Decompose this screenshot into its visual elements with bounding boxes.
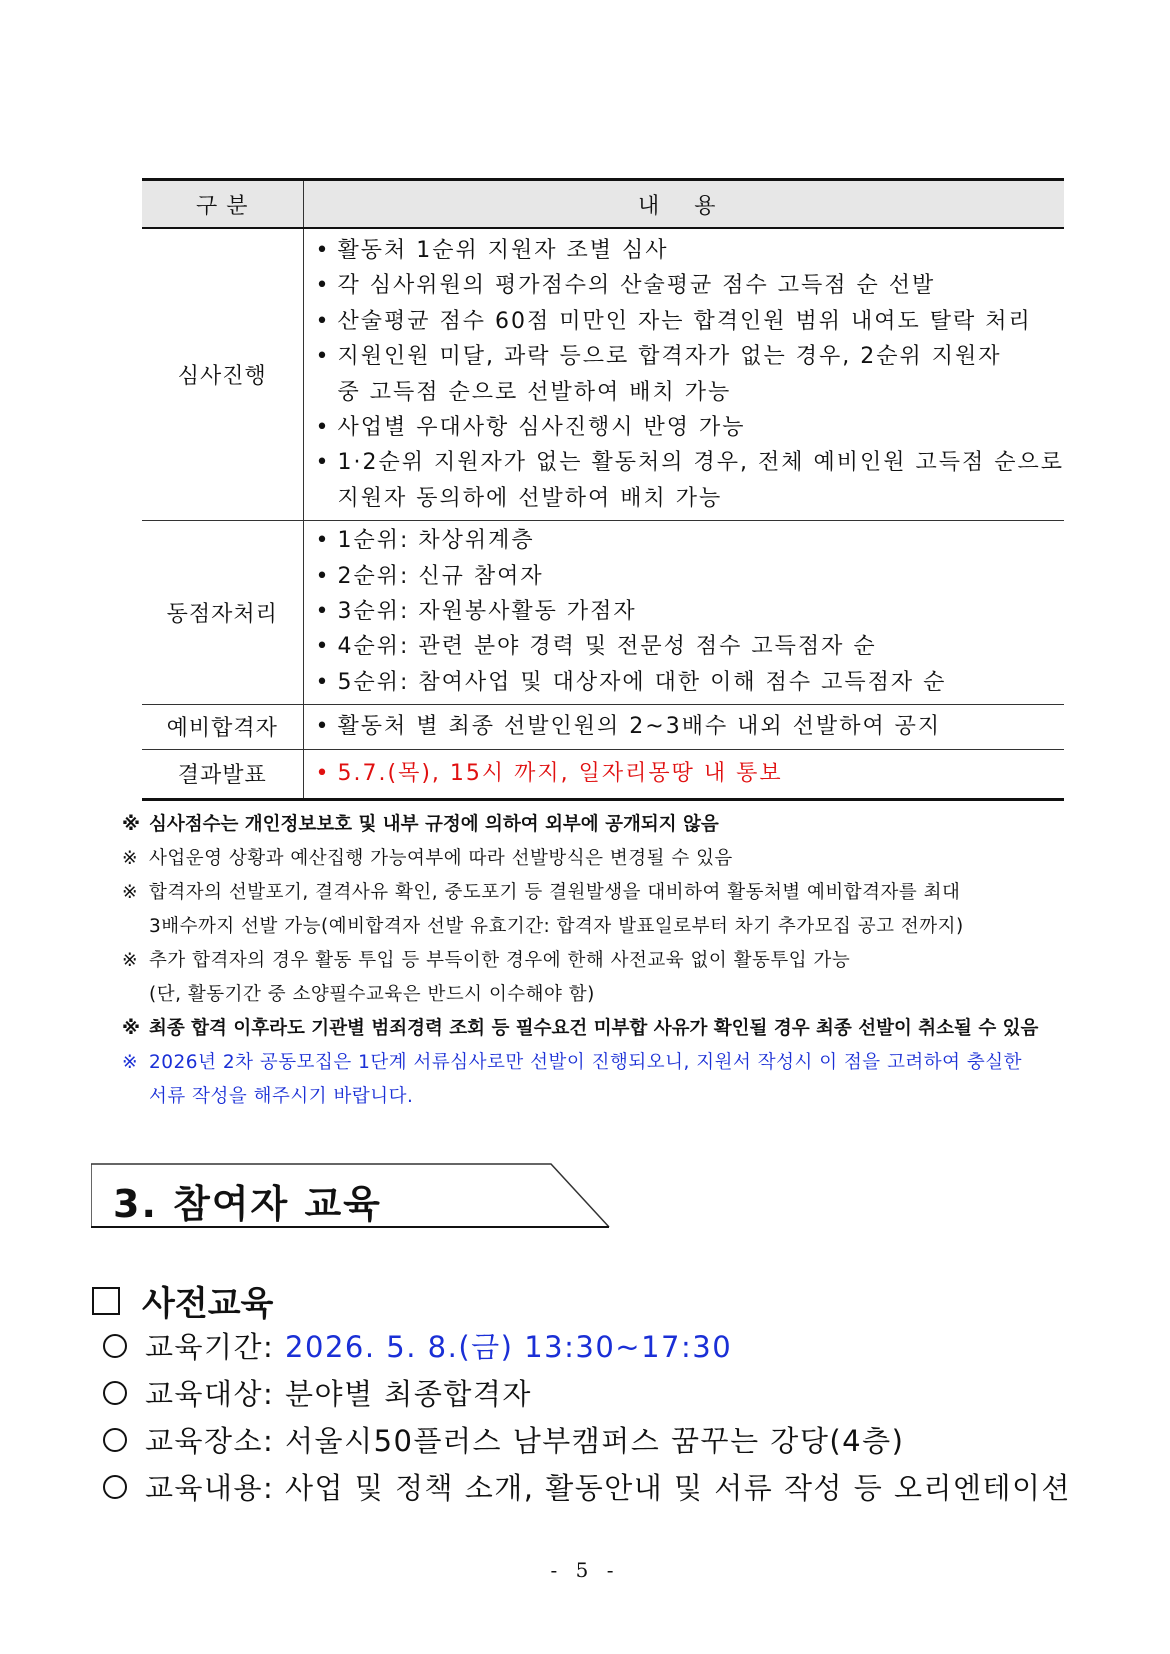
note-text: 사업운영 상황과 예산집행 가능여부에 따라 선발방식은 변경될 수 있음 <box>149 848 733 869</box>
bullet-icon: • <box>315 714 331 740</box>
row-category: 심사진행 <box>142 228 303 521</box>
content-line <box>314 559 1064 594</box>
item-label: 교육기간: <box>145 1330 286 1364</box>
item-value: 2026. 5. 8.(금) 13:30~17:30 <box>285 1330 733 1364</box>
note-line <box>122 808 1082 842</box>
bullet-icon: • <box>315 450 331 476</box>
item-value: 분야별 최종합격자 <box>285 1377 532 1411</box>
content-text: 3순위: 자원봉사활동 가점자 <box>337 599 637 625</box>
education-item <box>103 1416 1071 1463</box>
content-line <box>314 268 1064 303</box>
note-line <box>122 876 1082 910</box>
note-text: 추가 합격자의 경우 활동 투입 등 부득이한 경우에 한해 사전교육 없이 활동투입 가능 <box>149 950 851 971</box>
table-header-row <box>142 180 1064 229</box>
table-body <box>142 228 1064 799</box>
education-item <box>103 1322 1071 1369</box>
content-text: 1순위: 차상위계층 <box>337 528 535 554</box>
education-item <box>103 1463 1071 1510</box>
content-text: 산술평균 점수 60점 미만인 자는 합격인원 범위 내여도 탈락 처리 <box>337 308 1032 334</box>
content-line <box>314 594 1064 629</box>
bullet-icon: • <box>315 273 331 299</box>
note-line <box>122 842 1082 876</box>
bullet-icon: • <box>315 308 331 334</box>
content-line <box>314 665 1064 700</box>
notes-list <box>122 808 1082 1114</box>
subsection-header <box>92 1276 273 1325</box>
content-text: 2순위: 신규 참여자 <box>337 563 544 589</box>
header-content: 내 용 <box>303 180 1064 229</box>
content-line <box>314 523 1064 558</box>
item-label: 교육장소: <box>145 1424 286 1458</box>
education-items <box>103 1322 1071 1510</box>
table-row <box>142 705 1064 749</box>
bullet-icon: • <box>315 238 331 263</box>
content-text: 4순위: 관련 분야 경력 및 전문성 점수 고득점자 순 <box>337 634 877 660</box>
table-row <box>142 228 1064 521</box>
content-text: 5.7.(목), 15시 까지, 일자리몽땅 내 통보 <box>337 760 783 786</box>
reference-mark-icon: ※ <box>122 814 140 835</box>
content-line <box>314 709 1064 744</box>
note-text: 합격자의 선발포기, 결격사유 확인, 중도포기 등 결원발생을 대비하여 활동처별 예비합격자를 최대 <box>149 882 961 903</box>
selection-process-table <box>142 178 1064 801</box>
reference-mark-icon: ※ <box>122 1018 140 1039</box>
bullet-icon: • <box>315 415 331 441</box>
note-line <box>122 1080 1082 1114</box>
bullet-icon: • <box>315 634 331 660</box>
content-text: 5순위: 참여사업 및 대상자에 대한 이해 점수 고득점자 순 <box>337 669 947 695</box>
circle-bullet-icon <box>103 1428 127 1452</box>
content-line <box>314 410 1064 445</box>
note-text: 심사점수는 개인정보보호 및 내부 규정에 의하여 외부에 공개되지 않음 <box>149 814 719 835</box>
content-text: 각 심사위원의 평가점수의 산술평균 점수 고득점 순 선발 <box>337 273 936 299</box>
section-header <box>91 1163 611 1229</box>
subsection-title: 사전교육 <box>142 1284 274 1324</box>
row-category: 동점자처리 <box>142 521 303 705</box>
note-text: 서류 작성을 해주시기 바랍니다. <box>149 1086 414 1107</box>
square-bullet-icon <box>92 1287 120 1315</box>
circle-bullet-icon <box>103 1475 127 1499</box>
row-content <box>303 749 1064 799</box>
note-text: (단, 활동기간 중 소양필수교육은 반드시 이수해야 함) <box>149 984 595 1005</box>
reference-mark-icon: ※ <box>122 882 139 903</box>
circle-bullet-icon <box>103 1381 127 1405</box>
row-category: 예비합격자 <box>142 705 303 749</box>
bullet-icon: • <box>315 760 331 786</box>
content-line <box>314 304 1064 339</box>
item-value: 사업 및 정책 소개, 활동안내 및 서류 작성 등 오리엔테이션 <box>285 1471 1072 1505</box>
reference-mark-icon: ※ <box>122 848 139 869</box>
header-category: 구 분 <box>142 180 303 229</box>
reference-mark-icon: ※ <box>122 1052 139 1073</box>
note-line <box>122 910 1082 944</box>
content-text: 중 고득점 순으로 선발하여 배치 가능 <box>337 379 732 405</box>
item-value: 서울시50플러스 남부캠퍼스 꿈꾸는 강당(4층) <box>285 1424 905 1458</box>
note-line <box>122 944 1082 978</box>
bullet-icon: • <box>315 528 331 554</box>
table-row <box>142 521 1064 705</box>
note-text: 2026년 2차 공동모집은 1단계 서류심사로만 선발이 진행되오니, 지원서 작성시 이 점을 고려하여 충실한 <box>149 1052 1023 1073</box>
item-label: 교육대상: <box>145 1377 286 1411</box>
content-text: 지원자 동의하에 선발하여 배치 가능 <box>337 485 723 511</box>
content-line <box>314 445 1064 480</box>
item-label: 교육내용: <box>145 1471 286 1505</box>
content-text: 1·2순위 지원자가 없는 활동처의 경우, 전체 예비인원 고득점 순으로 <box>337 450 1064 476</box>
table-row <box>142 749 1064 799</box>
row-content <box>303 705 1064 749</box>
row-content <box>303 228 1064 521</box>
content-text: 사업별 우대사항 심사진행시 반영 가능 <box>337 415 746 441</box>
page-number: - 5 - <box>550 1558 620 1582</box>
row-content <box>303 521 1064 705</box>
note-text: 최종 합격 이후라도 기관별 범죄경력 조회 등 필수요건 미부합 사유가 확인될 경우 최종 선발이 취소될 수 있음 <box>149 1018 1039 1039</box>
education-item <box>103 1369 1071 1416</box>
reference-mark-icon: ※ <box>122 950 139 971</box>
content-line <box>314 481 1064 516</box>
note-line <box>122 978 1082 1012</box>
content-text: 활동처 별 최종 선발인원의 2~3배수 내외 선발하여 공지 <box>337 714 942 740</box>
content-line <box>314 339 1064 374</box>
note-line <box>122 1012 1082 1046</box>
content-text: 활동처 1순위 지원자 조별 심사 <box>337 238 669 263</box>
circle-bullet-icon <box>103 1334 127 1358</box>
content-line <box>314 629 1064 664</box>
note-text: 3배수까지 선발 가능(예비합격자 선발 유효기간: 합격자 발표일로부터 차기 추가모집 공고 전까지) <box>149 916 964 937</box>
content-text: 지원인원 미달, 과락 등으로 합격자가 없는 경우, 2순위 지원자 <box>337 344 1002 370</box>
bullet-icon: • <box>315 669 331 695</box>
content-line <box>314 756 1064 791</box>
content-line <box>314 375 1064 410</box>
bullet-icon: • <box>315 344 331 370</box>
bullet-icon: • <box>315 563 331 589</box>
content-line <box>314 233 1064 268</box>
bullet-icon: • <box>315 599 331 625</box>
row-category: 결과발표 <box>142 749 303 799</box>
section-title: 3. 참여자 교육 <box>113 1182 382 1226</box>
note-line <box>122 1046 1082 1080</box>
